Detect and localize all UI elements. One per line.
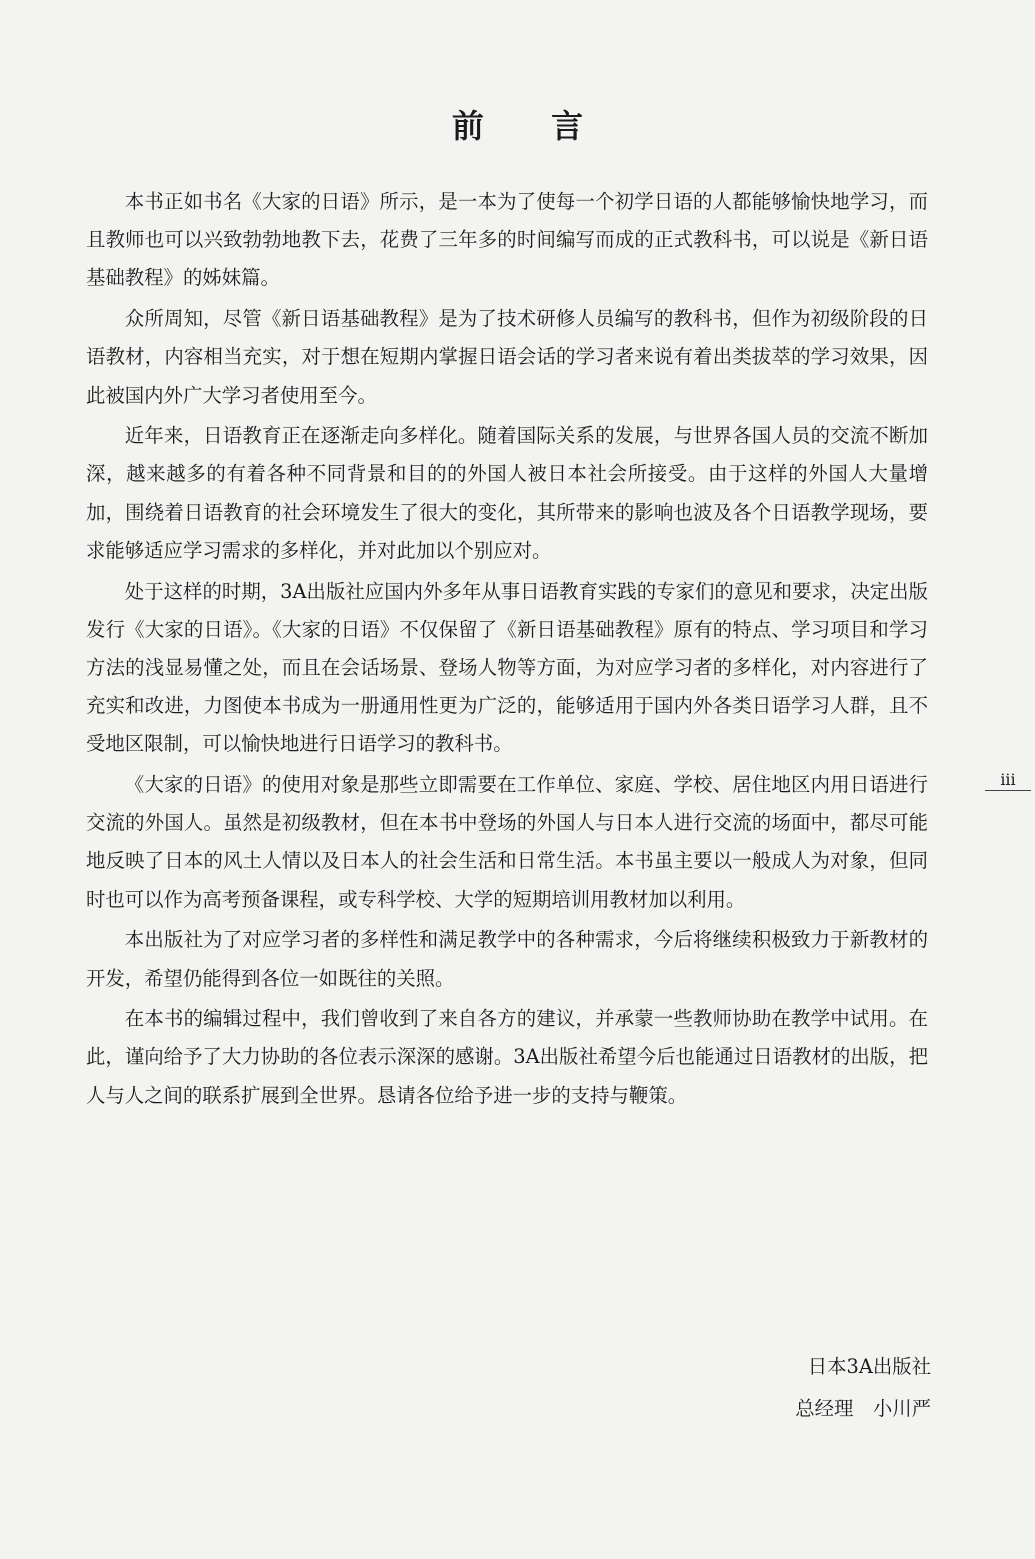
paragraph-3: 近年来，日语教育正在逐渐走向多样化。随着国际关系的发展，与世界各国人员的交流不断加深，越来越多的有着各种不同背景和目的的外国人被日本社会所接受。由于这样的外国人大量增加，围绕着日语教育的社会环境发生了很大的变化，其所带来的影响也波及各个日语教学现场，要求能够适应学习需求的多样化，并对此加以个别应对。 [86, 424, 928, 562]
paragraph-5: 《大家的日语》的使用对象是那些立即需要在工作单位、家庭、学校、居住地区内用日语进行交流的外国人。虽然是初级教材，但在本书中登场的外国人与日本人进行交流的场面中，都尽可能地反映了日本的风土人情以及日本人的社会生活和日常生活。本书虽主要以一般成人为对象，但同时也可以作为高考预备课程，或专科学校、大学的短期培训用教材加以利用。 [86, 773, 928, 911]
paragraph-1: 本书正如书名《大家的日语》所示，是一本为了使每一个初学日语的人都能够愉快地学习，而且教师也可以兴致勃勃地教下去，花费了三年多的时间编写而成的正式教科书，可以说是《新日语基础教程》的姊妹篇。 [86, 190, 928, 290]
signatory: 总经理 小川严 [795, 1397, 931, 1420]
publisher-name: 日本3A出版社 [807, 1355, 931, 1378]
paragraph-6: 本出版社为了对应学习者的多样性和满足教学中的各种需求，今后将继续积极致力于新教材的开发，希望仍能得到各位一如既往的关照。 [86, 928, 928, 990]
paragraph-2: 众所周知，尽管《新日语基础教程》是为了技术研修人员编写的教科书，但作为初级阶段的日语教材，内容相当充实，对于想在短期内掌握日语会话的学习者来说有着出类拔萃的学习效果，因此被国内外广大学习者使用至今。 [86, 307, 928, 407]
page-number: iii [985, 770, 1031, 791]
page-title: 前 言 [451, 107, 612, 145]
signature-block [795, 1346, 931, 1430]
preface-body [86, 183, 928, 1117]
paragraph-4: 处于这样的时期，3A出版社应国内外多年从事日语教育实践的专家们的意见和要求，决定出版发行《大家的日语》。《大家的日语》不仅保留了《新日语基础教程》原有的特点、学习项目和学习方法的浅显易懂之处，而且在会话场景、登场人物等方面，为对应学习者的多样化，对内容进行了充实和改进，力图使本书成为一册通用性更为广泛的，能够适用于国内外各类日语学习人群，且不受地区限制，可以愉快地进行日语学习的教科书。 [86, 579, 928, 756]
paragraph-7: 在本书的编辑过程中，我们曾收到了来自各方的建议，并承蒙一些教师协助在教学中试用。在此，谨向给予了大力协助的各位表示深深的感谢。3A出版社希望今后也能通过日语教材的出版，把人与人之间的联系扩展到全世界。恳请各位给予进一步的支持与鞭策。 [86, 1007, 928, 1107]
